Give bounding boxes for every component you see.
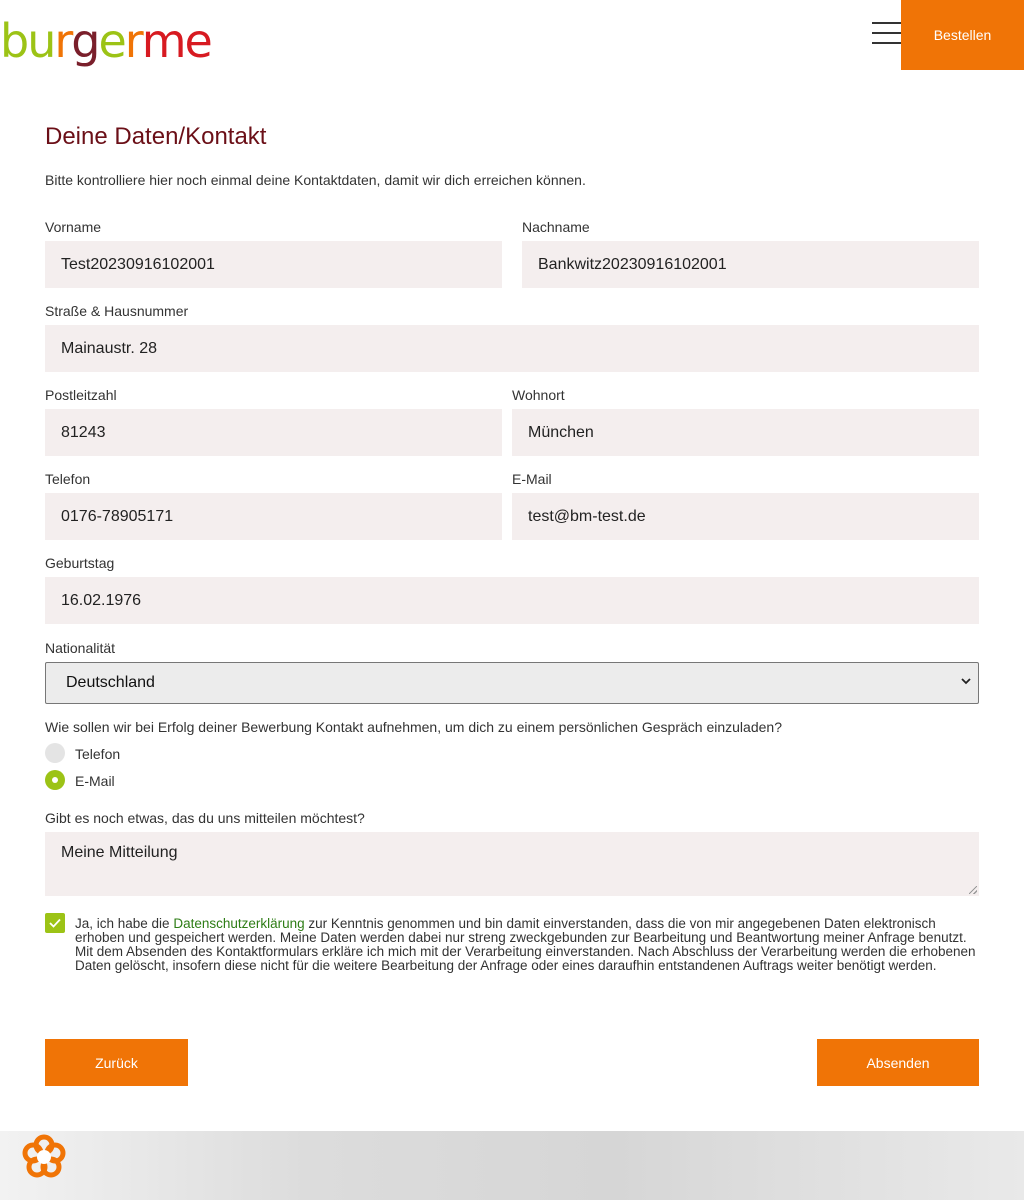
chevron-down-icon: [960, 675, 972, 690]
last-name-input[interactable]: Bankwitz20230916102001: [522, 241, 979, 288]
logo-letter: g: [71, 14, 99, 68]
intro-text: Bitte kontrolliere hier noch einmal deine Kontaktdaten, damit wir dich erreichen können.: [45, 172, 586, 188]
city-input[interactable]: München: [512, 409, 979, 456]
birthday-label: Geburtstag: [45, 555, 115, 571]
birthday-input[interactable]: 16.02.1976: [45, 577, 979, 624]
last-name-label: Nachname: [522, 219, 590, 235]
order-button[interactable]: Bestellen: [901, 0, 1024, 70]
street-label: Straße & Hausnummer: [45, 303, 189, 319]
contact-radio-email[interactable]: [45, 770, 65, 790]
first-name-label: Vorname: [45, 219, 102, 235]
contact-radio-phone[interactable]: [45, 743, 65, 763]
logo-letter: u: [27, 14, 55, 68]
zip-label: Postleitzahl: [45, 387, 117, 403]
contact-radio-email-label[interactable]: E-Mail: [75, 773, 115, 789]
submit-button[interactable]: Absenden: [817, 1039, 979, 1086]
contact-radio-phone-label[interactable]: Telefon: [75, 746, 121, 762]
brand-logo[interactable]: [0, 8, 211, 68]
message-label: Gibt es noch etwas, das du uns mitteilen möchtest?: [45, 810, 365, 826]
nationality-label: Nationalität: [45, 640, 116, 656]
phone-input[interactable]: 0176-78905171: [45, 493, 502, 540]
privacy-policy-link[interactable]: Datenschutzerklärung: [173, 916, 305, 931]
checkmark-icon: [49, 918, 61, 928]
contact-question: Wie sollen wir bei Erfolg deiner Bewerbung Kontakt aufnehmen, um dich zu einem persönlichen Gespräch einzuladen?: [45, 719, 782, 735]
nationality-value: Deutschland: [66, 674, 155, 691]
logo-letter: e: [184, 14, 211, 68]
first-name-input[interactable]: Test20230916102001: [45, 241, 502, 288]
logo-letter: m: [141, 14, 185, 68]
logo-letter: r: [54, 14, 72, 68]
logo-letter: r: [124, 14, 142, 68]
city-label: Wohnort: [512, 387, 565, 403]
phone-label: Telefon: [45, 471, 91, 487]
consent-checkbox[interactable]: [45, 913, 65, 933]
back-button[interactable]: Zurück: [45, 1039, 188, 1086]
message-textarea[interactable]: [45, 832, 979, 896]
zip-input[interactable]: 81243: [45, 409, 502, 456]
logo-letter: b: [0, 14, 28, 68]
resize-handle-icon[interactable]: [969, 886, 977, 894]
street-input[interactable]: Mainaustr. 28: [45, 325, 979, 372]
consent-text: Ja, ich habe die Datenschutzerklärung zur Kenntnis genommen und bin damit einverstanden, dass die von mir angegebenen Daten elektronisch erhoben und gespeichert werden. Meine Daten werden dabei nur streng zweckgebunden zur Bearbeitung und Beantwortung meiner Anfrage benutzt. Mit dem Absenden des Kontaktformulars erkläre ich mich mit der Verarbeitung einverstanden. Nach Abschluss der Verarbeitung werden die erhobenen Daten gelöscht, insofern diese nicht für die weitere Bearbeitung der Anfrage oder eines daraufhin entstandenen Auftrags weiter benötigt werden.: [75, 916, 976, 973]
footer: [0, 1131, 1024, 1200]
email-label: E-Mail: [512, 471, 552, 487]
message-value: Meine Mitteilung: [61, 844, 178, 861]
nationality-select[interactable]: [45, 662, 979, 704]
flower-logo-icon[interactable]: [20, 1133, 68, 1181]
logo-letter: e: [98, 14, 125, 68]
page-title: Deine Daten/Kontakt: [45, 123, 267, 150]
email-input[interactable]: test@bm-test.de: [512, 493, 979, 540]
hamburger-menu-icon[interactable]: [872, 22, 902, 44]
